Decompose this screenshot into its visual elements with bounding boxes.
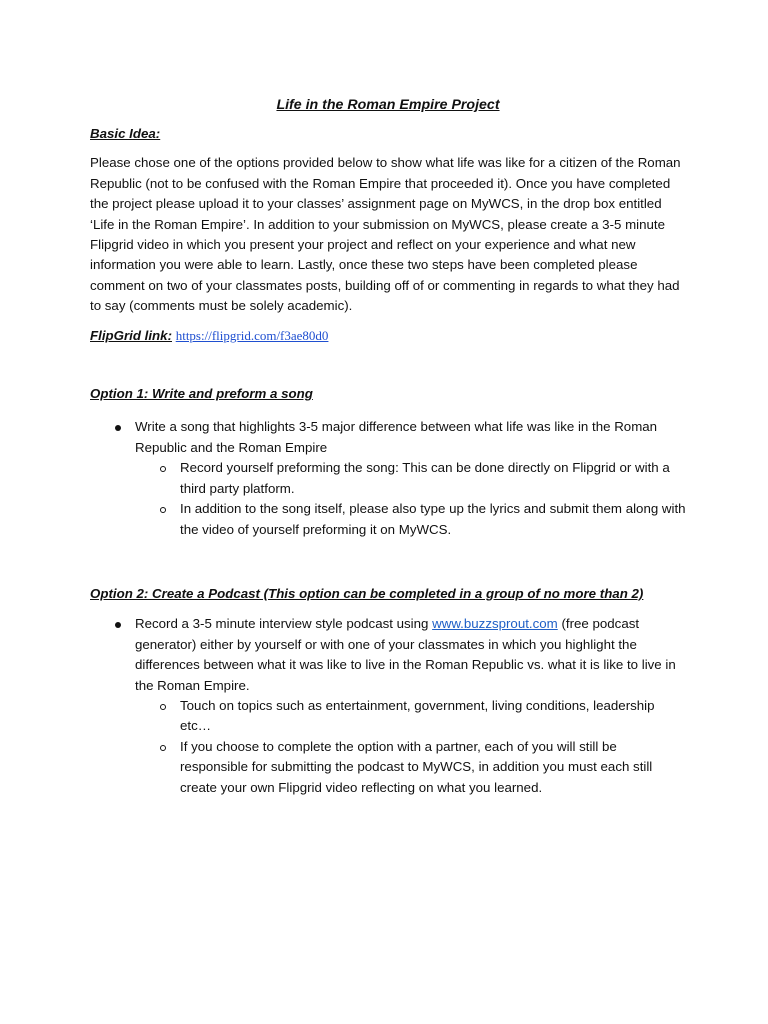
hollow-bullet-icon	[160, 507, 166, 513]
option2-list	[90, 614, 686, 798]
option1-list	[90, 417, 686, 539]
option2-bullet	[90, 614, 686, 798]
spacer	[90, 540, 686, 584]
option1-bullet-text: Write a song that highlights 3-5 major difference between what life was like in the Roman Republic and the Roman Empire	[135, 419, 658, 455]
spacer	[90, 404, 686, 417]
option1-sub-item-text: Record yourself preforming the song: This can be done directly on Flipgrid or with a third party platform.	[180, 460, 670, 496]
flipgrid-link-label: FlipGrid link:	[90, 327, 172, 343]
document-page	[90, 94, 686, 798]
option1-sub-item	[135, 458, 686, 499]
basic-idea-paragraph: Please chose one of the options provided below to show what life was like for a citizen of the Roman Republic (not to be confused with the Roman Empire that proceeded it). Once you have completed the project please upload it to your classes’ assignment page on MyWCS, in the drop box entitled ‘Life in the Roman Empire’. In addition to your submission on MyWCS, please create a 3-5 minute Flipgrid video in which you present your project and reflect on your experience and what new information you were able to learn. Lastly, once these two steps have been completed please comment on two of your classmates posts, building off of or commenting in regards to what they had to say (comments must be solely academic).	[90, 155, 681, 314]
option1-sub-item	[135, 499, 686, 540]
option2-bullet-text-end: (free podcast generator) either by yourself or with one of your classmates in which you highlight the differences between what it was like to live in the Roman Republic vs. what it is like to live in the Roman Empire.	[135, 616, 676, 693]
option1-bullet	[90, 417, 686, 539]
page-title: Life in the Roman Empire Project	[276, 97, 500, 113]
option1-sub-list	[135, 458, 686, 540]
bullet-icon	[115, 622, 121, 628]
option2-sub-item	[135, 737, 686, 798]
spacer	[90, 346, 686, 384]
bullet-icon	[115, 425, 121, 431]
option2-sub-item	[135, 696, 686, 737]
hollow-bullet-icon	[160, 745, 166, 751]
flipgrid-link[interactable]: https://flipgrid.com/f3ae80d0	[175, 327, 329, 343]
option1-sub-item-text: In addition to the song itself, please also type up the lyrics and submit them along with the video of yourself preforming it on MyWCS.	[180, 501, 686, 537]
flipgrid-link-line	[90, 326, 686, 346]
option1-heading: Option 1: Write and preform a song	[90, 386, 313, 402]
spacer	[90, 604, 686, 614]
basic-idea-heading: Basic Idea:	[90, 126, 161, 141]
hollow-bullet-icon	[160, 466, 166, 472]
option2-sub-item-text: If you choose to complete the option with a partner, each of you will still be responsible for submitting the podcast to MyWCS, in addition you must each still create your own Flipgrid video reflecting on what you learned.	[180, 738, 653, 795]
option2-bullet-text-start: Record a 3-5 minute interview style podcast using	[135, 616, 433, 632]
buzzsprout-link[interactable]: www.buzzsprout.com	[432, 616, 558, 632]
option2-heading: Option 2: Create a Podcast (This option can be completed in a group of no more than 2)	[90, 585, 644, 601]
option2-sub-item-text: Touch on topics such as entertainment, government, living conditions, leadership etc…	[180, 697, 655, 734]
option2-sub-list	[135, 696, 686, 798]
hollow-bullet-icon	[160, 704, 166, 710]
